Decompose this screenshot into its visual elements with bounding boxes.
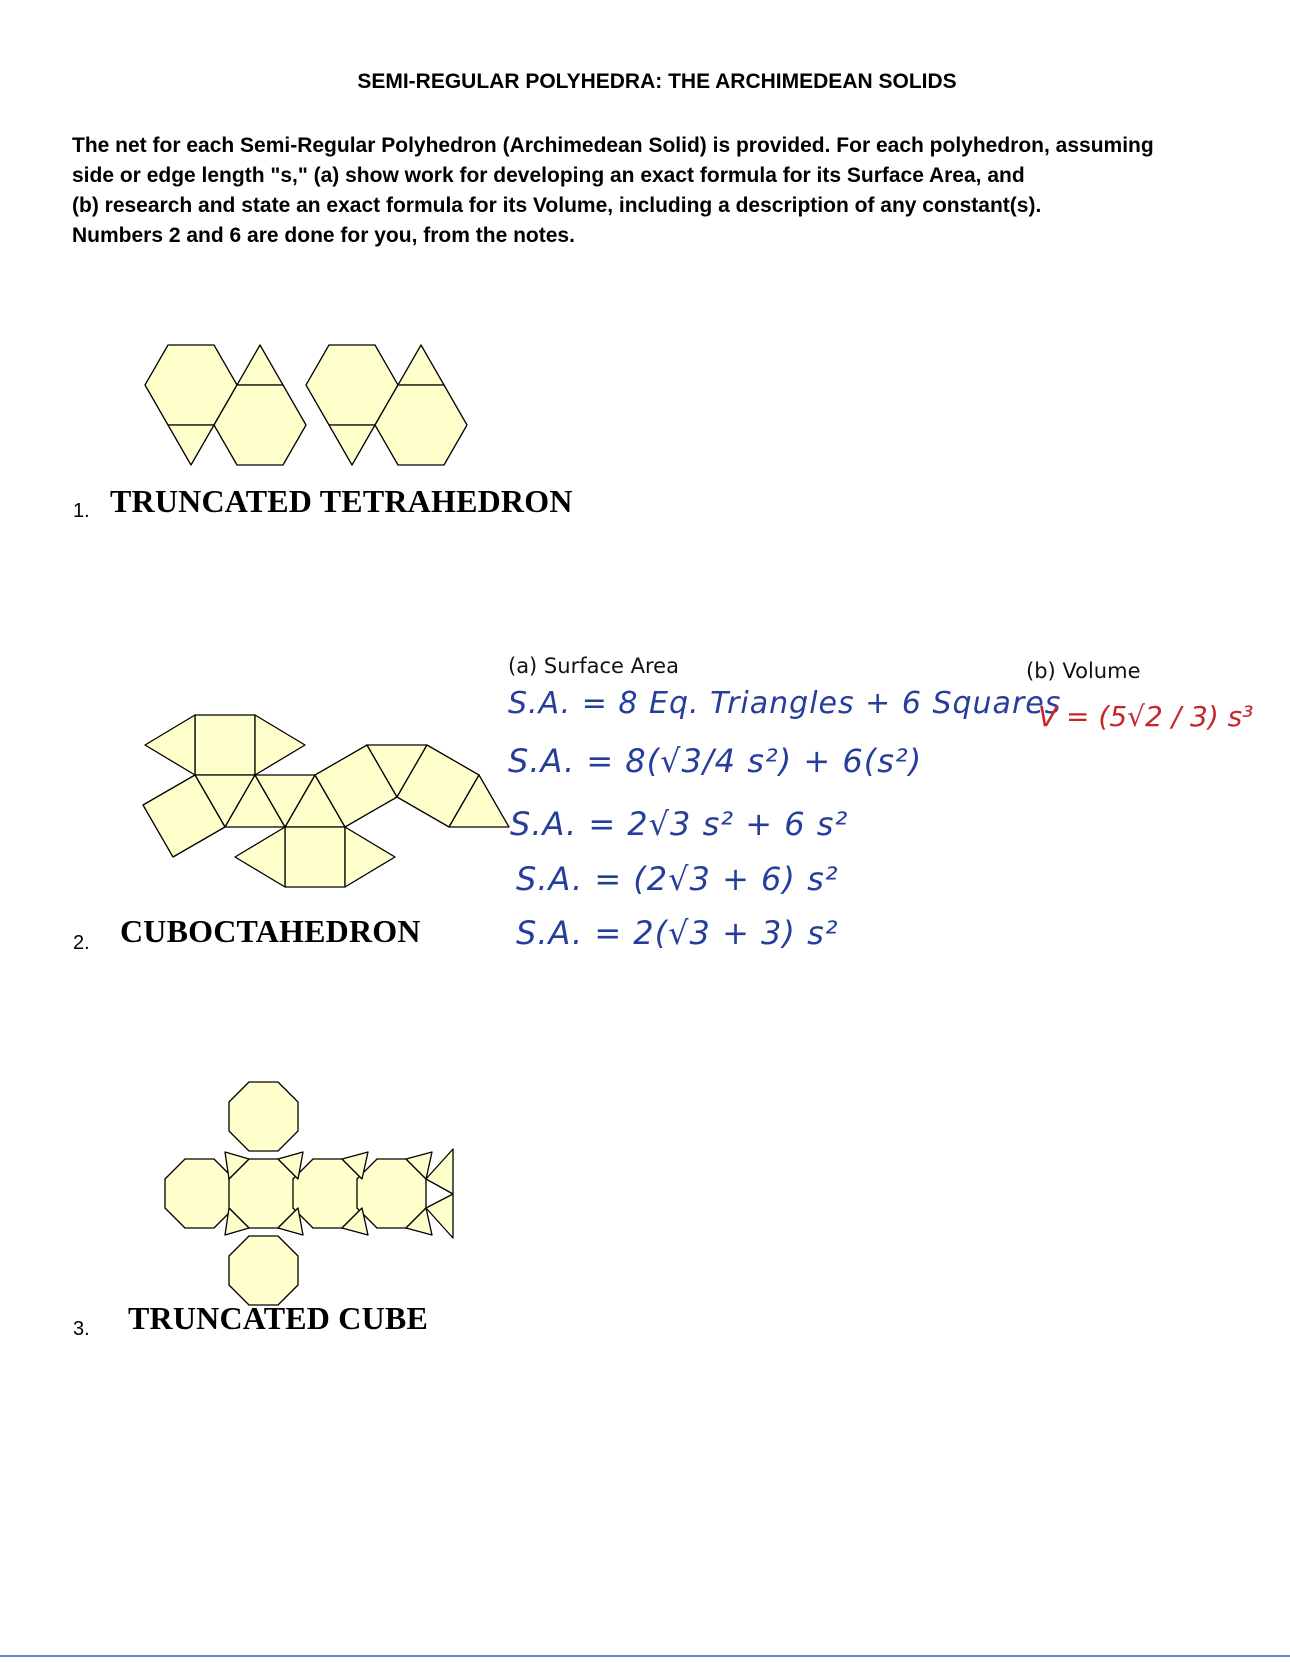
instructions <box>72 131 1232 251</box>
net-triangle <box>235 827 285 887</box>
net-octagon <box>165 1159 234 1228</box>
cuboctahedron-net <box>140 710 500 925</box>
instruction-line: Numbers 2 and 6 are done for you, from the notes. <box>72 224 575 247</box>
net-triangle <box>398 345 444 385</box>
instruction-line: (b) research and state an exact formula for its Volume, including a description of any constant(s). <box>72 194 1042 217</box>
net-triangle <box>345 827 395 887</box>
sa-step-4: S.A. = (2√3 + 6) s² <box>516 860 839 898</box>
problem-number: 1. <box>73 500 90 522</box>
net-triangle <box>255 715 305 775</box>
net-triangle <box>329 425 375 465</box>
page-bottom-rule <box>0 1655 1290 1657</box>
instruction-line: side or edge length "s," (a) show work for developing an exact formula for its Surface Area, and <box>72 164 1025 187</box>
surface-area-label: (a) Surface Area <box>508 654 679 678</box>
truncated-cube-net <box>165 1082 485 1312</box>
net-square <box>195 715 255 775</box>
problem-number: 3. <box>73 1318 90 1340</box>
problem-number: 2. <box>73 932 90 954</box>
volume-label: (b) Volume <box>1026 659 1141 683</box>
net-octagon <box>229 1236 298 1305</box>
truncated-tetrahedron-net <box>140 345 480 485</box>
net-triangle <box>237 345 283 385</box>
solid-name: TRUNCATED TETRAHEDRON <box>110 483 573 519</box>
net-triangle <box>168 425 214 465</box>
sa-step-1: S.A. = 8 Eq. Triangles + 6 Squares <box>508 686 1062 721</box>
solid-name: TRUNCATED CUBE <box>128 1300 429 1336</box>
sa-step-3: S.A. = 2√3 s² + 6 s² <box>510 805 849 843</box>
instruction-line: The net for each Semi-Regular Polyhedron (Archimedean Solid) is provided. For each polyhedron, assuming <box>72 134 1154 157</box>
net-octagon <box>229 1082 298 1151</box>
solid-name: CUBOCTAHEDRON <box>120 913 421 949</box>
sa-step-2: S.A. = 8(√3/4 s²) + 6(s²) <box>508 742 923 780</box>
sa-step-5: S.A. = 2(√3 + 3) s² <box>516 914 839 952</box>
net-triangle <box>145 715 195 775</box>
net-square <box>285 827 345 887</box>
volume-formula: V = (5√2 / 3) s³ <box>1038 700 1254 733</box>
page-title: SEMI-REGULAR POLYHEDRA: THE ARCHIMEDEAN SOLIDS <box>357 70 957 93</box>
